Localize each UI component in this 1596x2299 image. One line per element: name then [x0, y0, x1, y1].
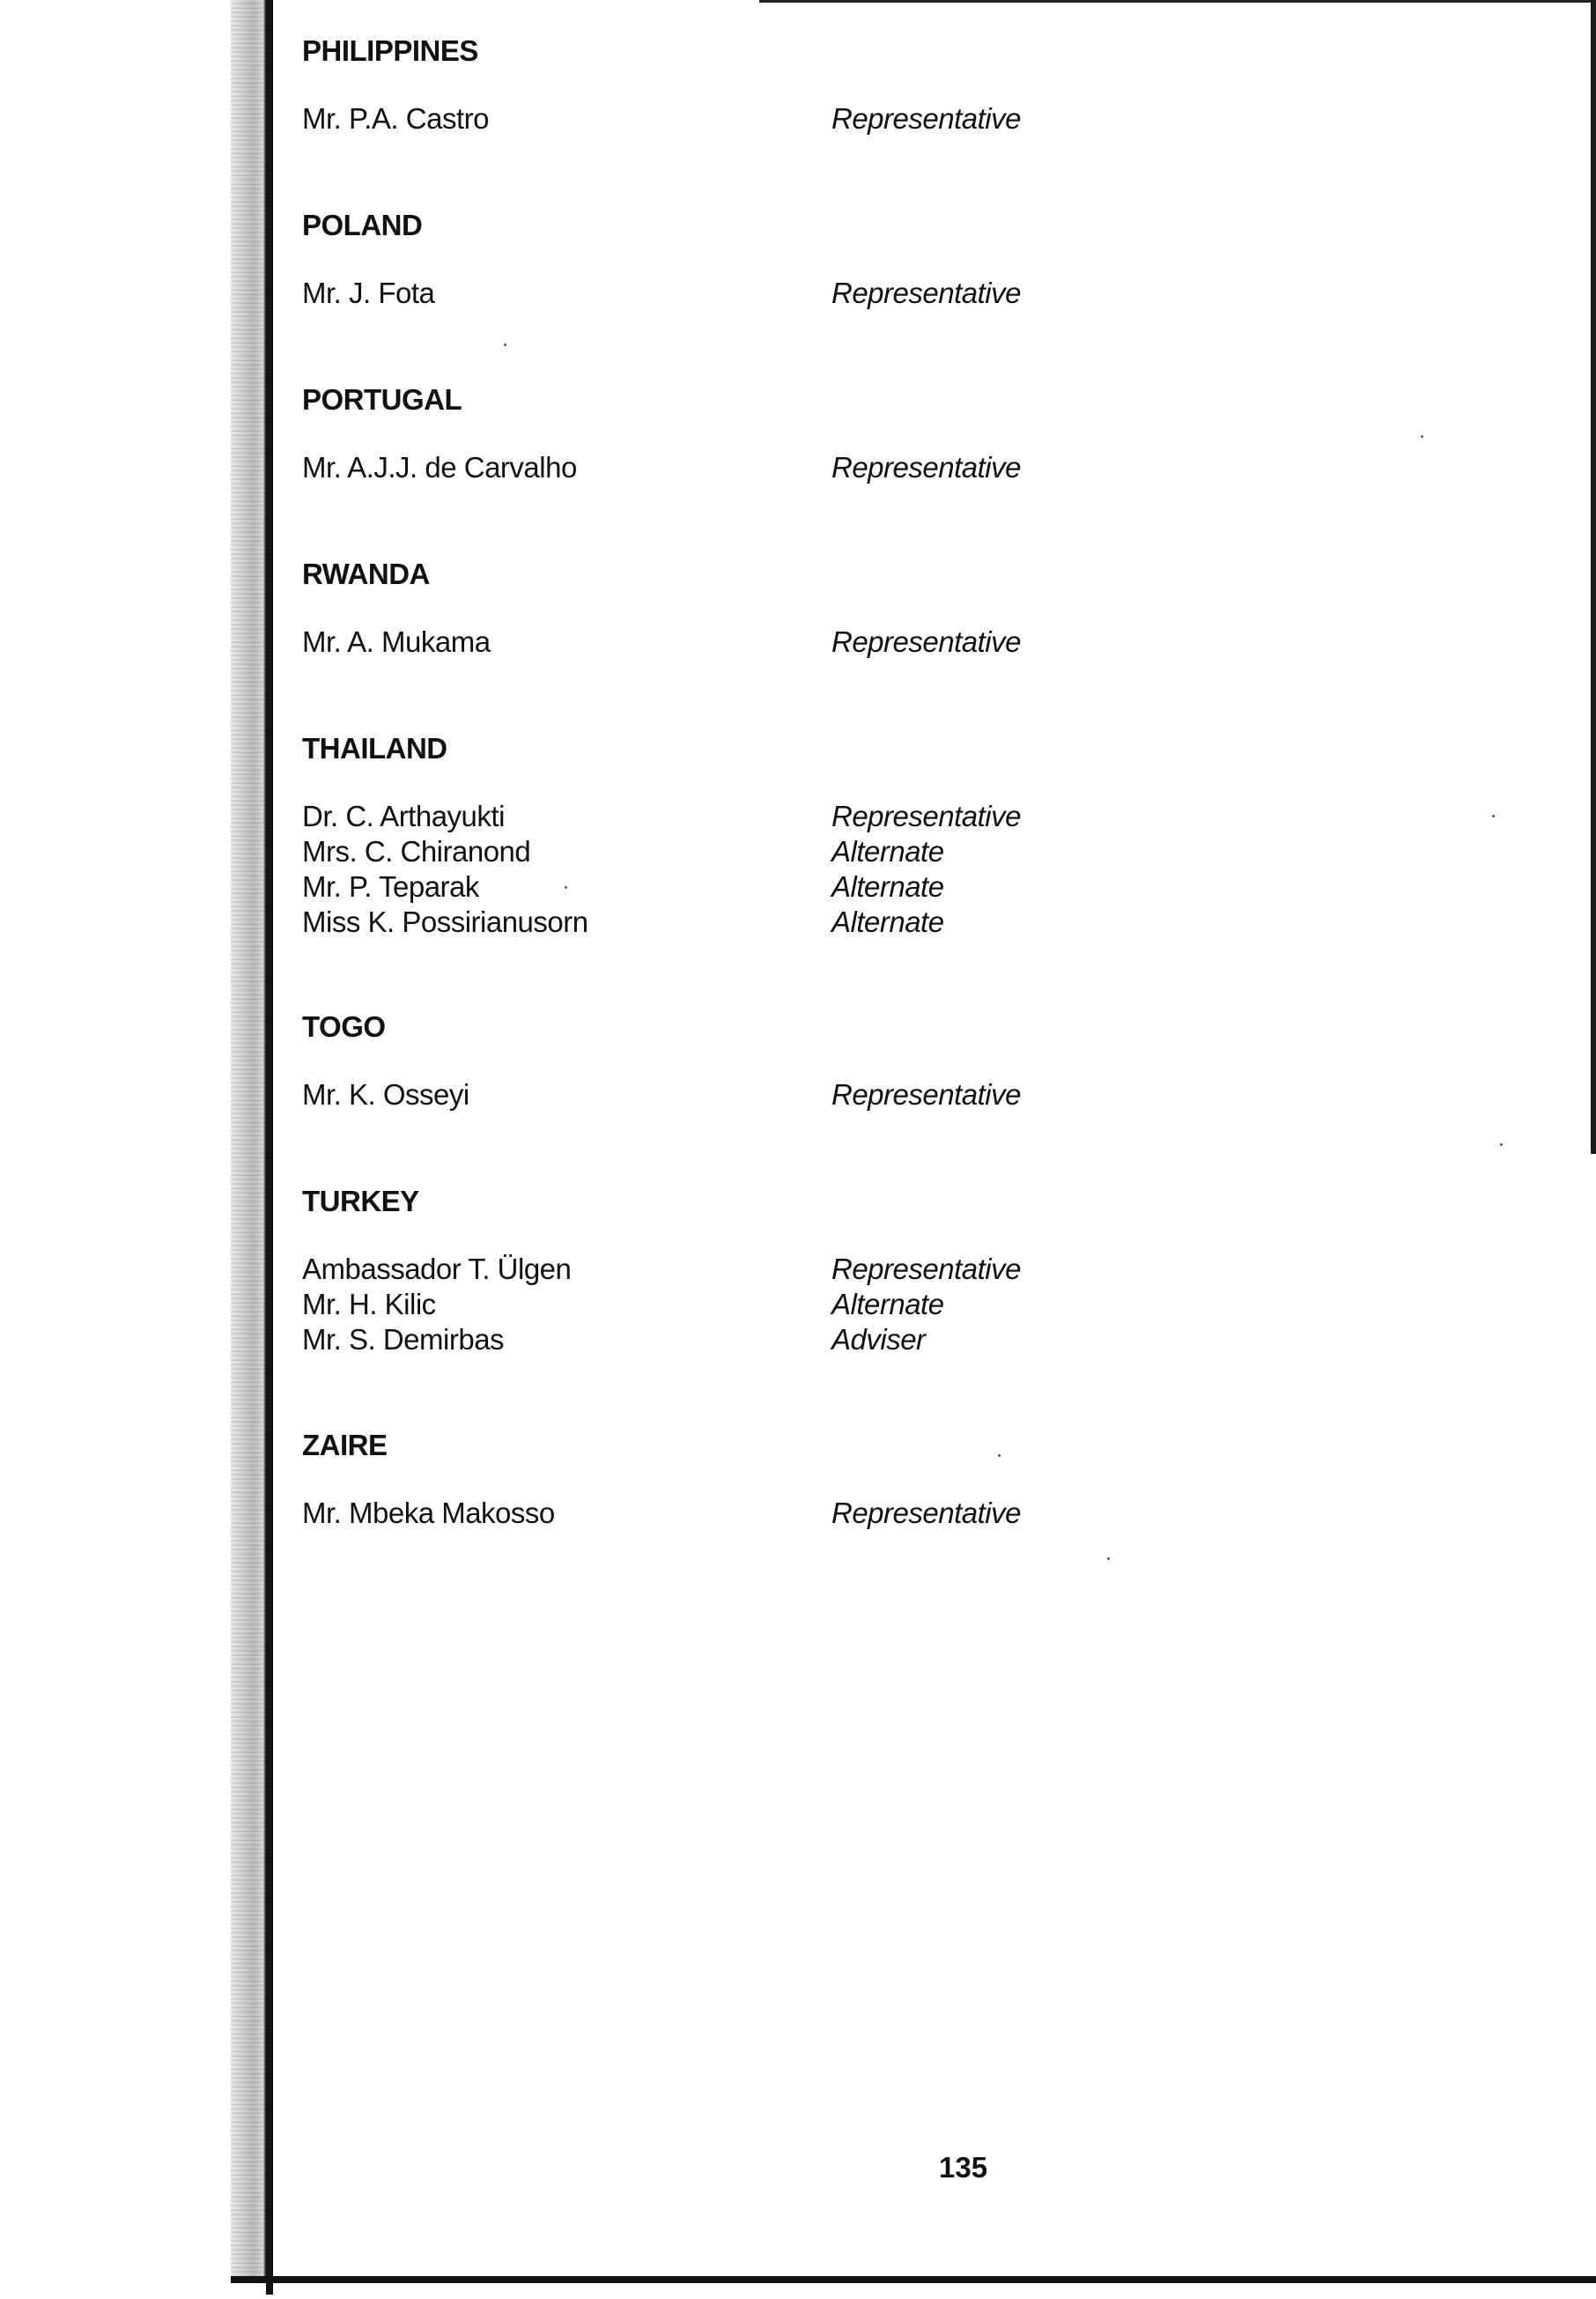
- member-row: [302, 1287, 1021, 1322]
- scan-top-edge: [759, 0, 1596, 3]
- member-name: Mr. Mbeka Makosso: [302, 1497, 555, 1529]
- scan-speck: [1492, 815, 1495, 817]
- country-section-zaire: [302, 1428, 1021, 1531]
- member-name: Mr. K. Osseyi: [302, 1078, 469, 1111]
- scan-bottom-edge: [231, 2276, 1596, 2283]
- country-section-togo: [302, 1009, 1021, 1113]
- member-name: Mr. J. Fota: [302, 277, 435, 309]
- member-name: Ambassador T. Ülgen: [302, 1253, 572, 1285]
- member-name: Mr. A.J.J. de Carvalho: [302, 451, 577, 484]
- member-name: Mr. P.A. Castro: [302, 102, 489, 135]
- member-row: [302, 625, 1021, 660]
- country-heading: TURKEY: [302, 1185, 419, 1217]
- country-heading: TOGO: [302, 1010, 386, 1043]
- member-role: Alternate: [831, 870, 944, 903]
- country-heading: RWANDA: [302, 558, 430, 590]
- member-role: Representative: [831, 625, 1021, 658]
- country-heading: PHILIPPINES: [302, 34, 478, 67]
- member-row: [302, 276, 1021, 311]
- country-section-turkey: [302, 1184, 1021, 1357]
- member-role: Adviser: [831, 1323, 926, 1356]
- member-name: Mr. H. Kilic: [302, 1288, 436, 1320]
- page-number: 135: [939, 2151, 988, 2184]
- member-row: [302, 101, 1021, 137]
- member-role: Alternate: [831, 835, 944, 868]
- member-role: Representative: [831, 277, 1021, 309]
- member-row: [302, 834, 1021, 869]
- member-role: Representative: [831, 451, 1021, 484]
- member-list: [302, 625, 1021, 660]
- member-row: [302, 799, 1021, 834]
- scan-binding-edge: [266, 0, 273, 2295]
- member-list: [302, 1252, 1021, 1357]
- member-list: [302, 799, 1021, 940]
- member-role: Representative: [831, 1253, 1021, 1285]
- country-heading: ZAIRE: [302, 1429, 388, 1461]
- country-section-philippines: [302, 33, 1021, 137]
- member-role: Representative: [831, 800, 1021, 832]
- country-section-poland: [302, 208, 1021, 311]
- member-list: [302, 1496, 1021, 1531]
- scan-speck: [565, 886, 567, 889]
- scan-speck: [1107, 1557, 1110, 1560]
- member-name: Miss K. Possirianusorn: [302, 906, 588, 938]
- member-row: [302, 1077, 1021, 1113]
- country-section-portugal: [302, 382, 1021, 485]
- member-row: [302, 869, 1021, 905]
- member-role: Representative: [831, 1497, 1021, 1529]
- member-row: [302, 905, 1021, 940]
- member-name: Mrs. C. Chiranond: [302, 835, 531, 868]
- member-name: Mr. A. Mukama: [302, 625, 491, 658]
- member-role: Alternate: [831, 906, 944, 938]
- member-list: [302, 101, 1021, 137]
- country-heading: THAILAND: [302, 732, 447, 765]
- member-role: Representative: [831, 1078, 1021, 1111]
- scan-speck: [1421, 435, 1423, 438]
- member-name: Dr. C. Arthayukti: [302, 800, 505, 832]
- scan-speck: [504, 344, 506, 346]
- member-name: Mr. S. Demirbas: [302, 1323, 505, 1356]
- member-row: [302, 450, 1021, 485]
- scan-right-edge: [1591, 0, 1596, 1154]
- member-name: Mr. P. Teparak: [302, 870, 479, 903]
- member-list: [302, 1077, 1021, 1113]
- scan-speck: [1500, 1143, 1503, 1146]
- member-list: [302, 450, 1021, 485]
- country-section-thailand: [302, 731, 1021, 940]
- member-row: [302, 1322, 1021, 1357]
- member-list: [302, 276, 1021, 311]
- member-row: [302, 1252, 1021, 1287]
- country-heading: POLAND: [302, 209, 423, 241]
- country-section-rwanda: [302, 557, 1021, 660]
- member-row: [302, 1496, 1021, 1531]
- member-role: Alternate: [831, 1288, 944, 1320]
- member-role: Representative: [831, 102, 1021, 135]
- country-heading: PORTUGAL: [302, 383, 462, 416]
- scan-speck: [998, 1454, 1001, 1457]
